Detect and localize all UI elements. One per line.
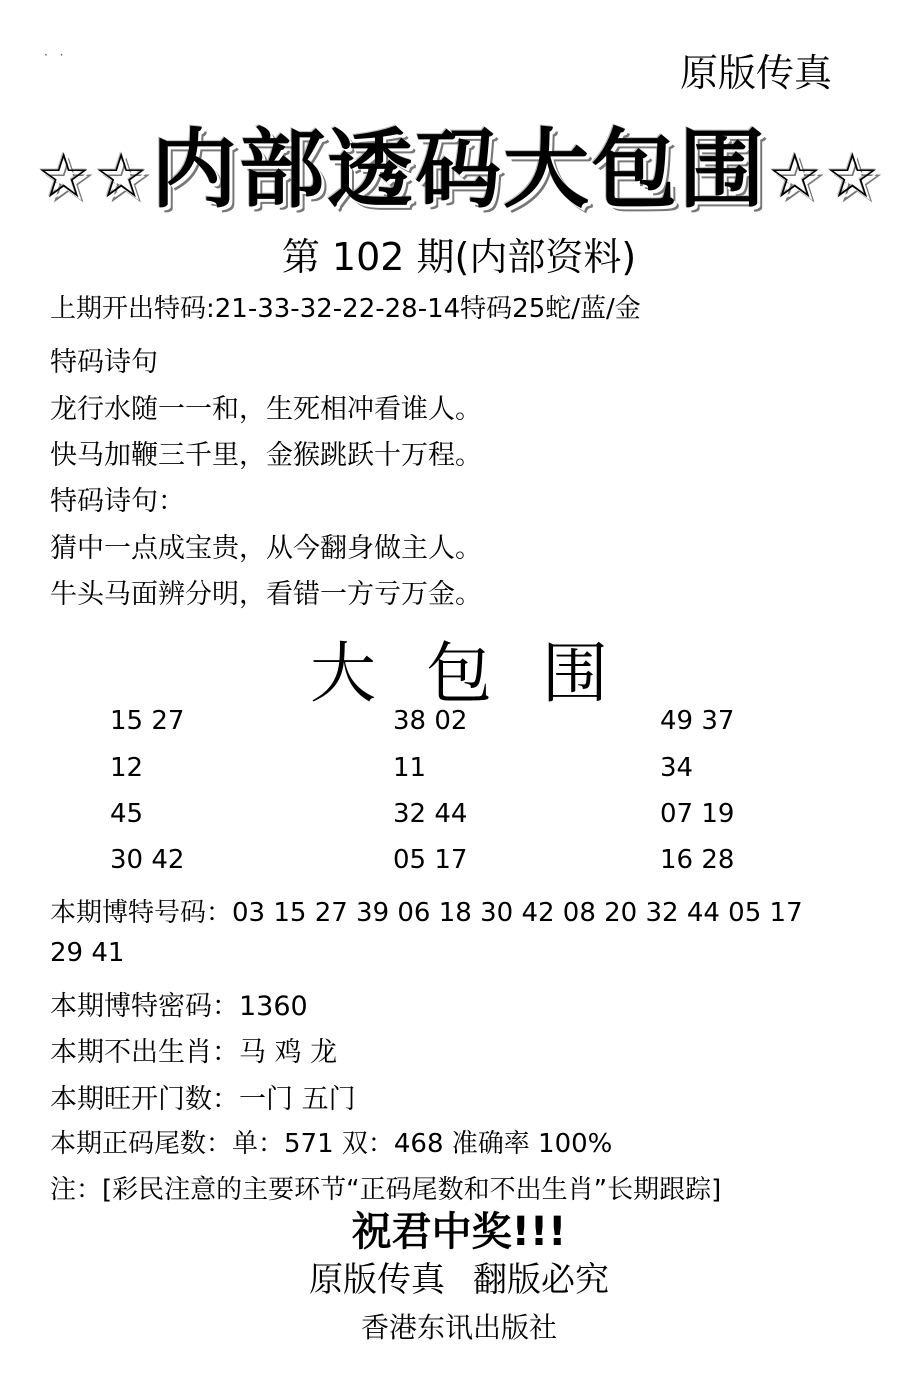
last-result: 上期开出特码:21-33-32-22-28-14特码25蛇/蓝/金 xyxy=(50,294,641,324)
page-title xyxy=(0,100,918,224)
poem1-line2: 快马加鞭三千里，金猴跳跃十万程。 xyxy=(50,440,482,471)
corner-mark: · · xyxy=(44,48,68,62)
original-label: 原版传真 xyxy=(309,1260,445,1300)
grid-cell: 11 xyxy=(393,753,427,783)
copyright-label: 翻版必究 xyxy=(473,1260,609,1300)
grid-cell: 05 17 xyxy=(393,845,468,875)
grid-cell: 16 28 xyxy=(660,845,735,875)
grid-cell: 32 44 xyxy=(393,799,468,829)
poem2-line2: 牛头马面辨分明，看错一方亏万金。 xyxy=(50,579,482,610)
star-icons-left: ☆☆ xyxy=(35,139,151,213)
grid-cell: 15 27 xyxy=(110,706,185,736)
not-out-zodiac: 本期不出生肖：马 鸡 龙 xyxy=(50,1037,338,1068)
grid-cell: 49 37 xyxy=(660,706,735,736)
grid-cell: 07 19 xyxy=(660,799,735,829)
star-icons-right: ☆☆ xyxy=(767,139,883,213)
poem1-label: 特码诗句 xyxy=(50,347,158,378)
lucky-doors: 本期旺开门数：一门 五门 xyxy=(50,1084,356,1115)
footer-notice xyxy=(0,1252,918,1301)
publisher: 香港东讯出版社 xyxy=(360,1311,557,1344)
grid-cell: 38 02 xyxy=(393,706,468,736)
special-numbers-line1: 本期博特号码：03 15 27 39 06 18 30 42 08 20 32 44 05 17 xyxy=(50,898,803,928)
poem1-line1: 龙行水随一一和，生死相冲看谁人。 xyxy=(50,394,482,425)
secret-code: 本期博特密码：1360 xyxy=(50,991,308,1022)
grid-cell: 45 xyxy=(110,799,144,829)
header-tag: 原版传真 xyxy=(679,51,832,95)
grid-cell: 34 xyxy=(660,753,694,783)
grid-cell: 12 xyxy=(110,753,144,783)
tail-numbers: 本期正码尾数：单：571 双：468 准确率 100% xyxy=(50,1129,613,1159)
poem2-label: 特码诗句： xyxy=(50,486,185,517)
special-numbers-line2: 29 41 xyxy=(50,938,125,968)
grid-cell: 30 42 xyxy=(110,845,185,875)
issue-number: 第 102 期(内部资料) xyxy=(281,235,637,279)
note: 注：[彩民注意的主要环节“正码尾数和不出生肖”长期跟踪] xyxy=(50,1175,722,1205)
title-text: 内部透码大包围 xyxy=(151,120,767,220)
congrats: 祝君中奖!!! xyxy=(351,1209,567,1255)
section-heading: 大包围 xyxy=(310,635,658,712)
poem2-line1: 猜中一点成宝贵，从今翻身做主人。 xyxy=(50,533,482,564)
